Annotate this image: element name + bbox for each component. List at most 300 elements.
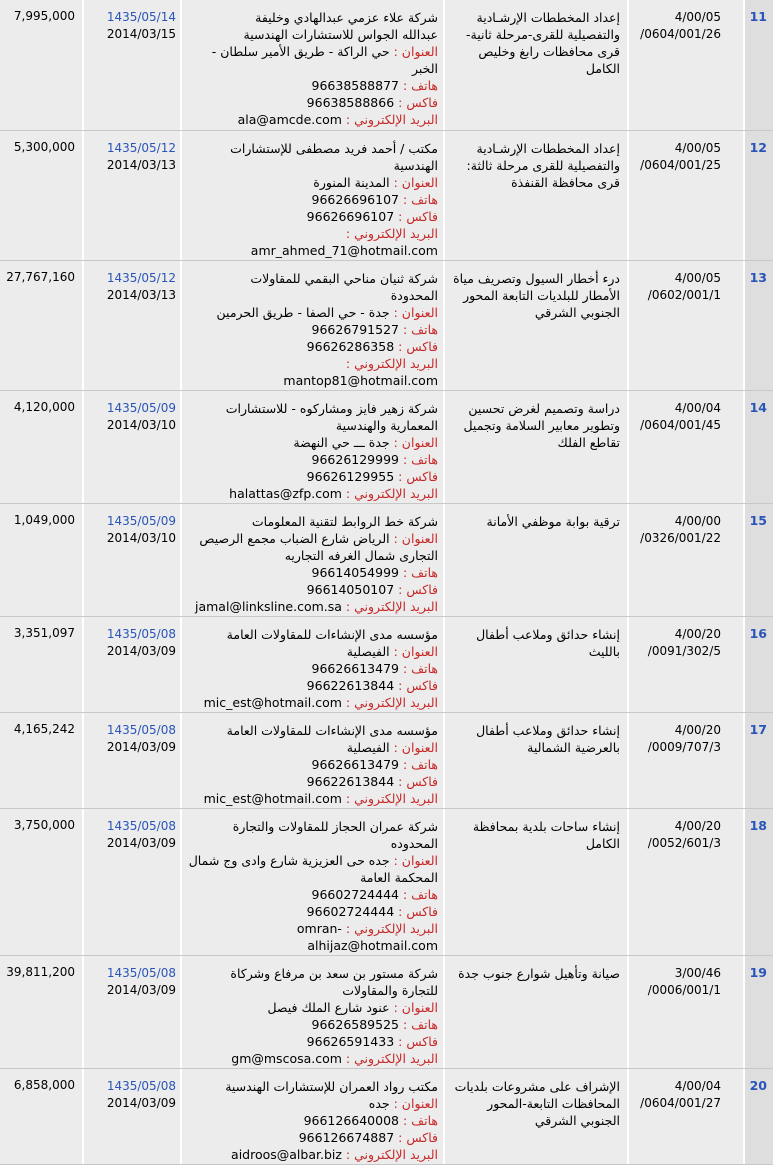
- date-cell: [84, 809, 182, 955]
- row-number-cell: [745, 391, 773, 503]
- code-cell: [629, 0, 745, 130]
- company-fax: [186, 581, 438, 598]
- project-code: [640, 1078, 721, 1112]
- code-line: /0052/601/3: [647, 836, 721, 850]
- contract-amount: 6,858,000: [13, 1078, 75, 1092]
- company-info: [186, 140, 438, 259]
- contract-amount: 3,351,097: [13, 626, 75, 640]
- project-code: [640, 140, 721, 174]
- address-value: المدينة المنورة: [313, 175, 390, 190]
- address-label: العنوان :: [393, 531, 438, 546]
- phone-value: 96626613479: [311, 757, 399, 772]
- hijri-date-link[interactable]: 1435/05/09: [106, 401, 176, 415]
- project-description: درء أخطار السيول وتصريف مياة الأمطار للبلديات التابعة المحور الجنوبي الشرقي: [453, 271, 620, 320]
- company-cell: [182, 1069, 445, 1164]
- phone-label: هاتف :: [402, 452, 438, 467]
- company-info: [186, 626, 438, 711]
- company-address: [186, 1095, 438, 1112]
- row-number: 17: [749, 722, 767, 737]
- company-cell: [182, 0, 445, 130]
- amount-cell: [0, 131, 84, 260]
- gregorian-date: 2014/03/09: [106, 836, 176, 850]
- project-cell: [445, 713, 629, 808]
- award-date: [107, 513, 176, 547]
- award-date: [107, 965, 176, 999]
- company-cell: [182, 261, 445, 390]
- address-label: العنوان :: [393, 644, 438, 659]
- award-date: [107, 626, 176, 660]
- date-cell: [84, 261, 182, 390]
- address-value: الفيصلية: [346, 740, 390, 755]
- date-cell: [84, 391, 182, 503]
- company-phone: [186, 886, 438, 903]
- company-cell: [182, 809, 445, 955]
- company-phone: [186, 77, 438, 94]
- code-cell: [629, 391, 745, 503]
- award-date: [107, 818, 176, 852]
- phone-label: هاتف :: [402, 1017, 438, 1032]
- phone-value: 96602724444: [311, 887, 399, 902]
- company-email-line: [186, 937, 438, 954]
- table-row: [0, 956, 773, 1069]
- address-value: جده: [368, 1096, 390, 1111]
- project-cell: [445, 1069, 629, 1164]
- code-line: /0326/001/22: [640, 531, 721, 545]
- company-phone: [186, 1016, 438, 1033]
- contract-amount: 5,300,000: [13, 140, 75, 154]
- code-line: 4/00/00: [674, 514, 721, 528]
- phone-value: 96626613479: [311, 661, 399, 676]
- project-cell: [445, 0, 629, 130]
- project-code: [648, 270, 721, 304]
- email-value: mantop81@hotmail.com: [283, 373, 438, 388]
- date-cell: [84, 1069, 182, 1164]
- email-label: البريد الإلكتروني :: [345, 1051, 438, 1066]
- award-date: [107, 9, 176, 43]
- amount-cell: [0, 809, 84, 955]
- project-description: الإشراف على مشروعات بلديات المحافظات التابعة-المحور الجنوبي الشرقي: [454, 1079, 620, 1128]
- company-fax: [186, 208, 438, 225]
- company-fax: [186, 1129, 438, 1146]
- company-cell: [182, 617, 445, 712]
- address-value: جدة ـــ حي النهضة: [293, 435, 390, 450]
- row-number-cell: [745, 0, 773, 130]
- email-label: البريد الإلكتروني :: [345, 695, 438, 710]
- table-row: [0, 617, 773, 713]
- phone-label: هاتف :: [402, 661, 438, 676]
- company-name: شركة علاء عزمي عبدالهادي وخليفة: [255, 10, 438, 25]
- code-line: 4/00/05: [674, 10, 721, 24]
- company-fax: [186, 338, 438, 355]
- row-number: 18: [749, 818, 767, 833]
- fax-label: فاكس :: [398, 1034, 438, 1049]
- amount-cell: [0, 956, 84, 1068]
- address-value: الفيصلية: [346, 644, 390, 659]
- gregorian-date: 2014/03/09: [106, 740, 176, 754]
- table-row: [0, 261, 773, 391]
- phone-value: 96626589525: [311, 1017, 399, 1032]
- company-info: [186, 9, 438, 128]
- email-label: البريد الإلكتروني :: [345, 112, 438, 127]
- amount-cell: [0, 261, 84, 390]
- table-row: [0, 713, 773, 809]
- address-label: العنوان :: [393, 1000, 438, 1015]
- company-phone: [186, 756, 438, 773]
- code-line: 4/00/04: [674, 1079, 721, 1093]
- row-number: 11: [749, 9, 767, 24]
- phone-value: 96626696107: [311, 192, 399, 207]
- company-info: [186, 965, 438, 1067]
- address-label: العنوان :: [393, 175, 438, 190]
- company-info: [186, 818, 438, 954]
- company-email-line: [186, 242, 438, 259]
- email-label: البريد الإلكتروني :: [345, 486, 438, 501]
- table-row: [0, 1069, 773, 1165]
- amount-cell: [0, 617, 84, 712]
- company-phone: [186, 321, 438, 338]
- company-name: المحدودة: [390, 288, 438, 303]
- project-code: [648, 722, 721, 756]
- code-line: 4/00/20: [674, 627, 721, 641]
- company-email: [186, 694, 438, 711]
- date-cell: [84, 956, 182, 1068]
- gregorian-date: 2014/03/09: [106, 1096, 176, 1110]
- fax-label: فاكس :: [398, 95, 438, 110]
- code-line: 3/00/46: [674, 966, 721, 980]
- row-number: 13: [749, 270, 767, 285]
- company-email: [186, 225, 438, 242]
- row-number-cell: [745, 956, 773, 1068]
- code-line: /0604/001/45: [640, 418, 721, 432]
- gregorian-date: 2014/03/13: [106, 158, 176, 172]
- company-name: شركة مستور بن سعد بن مرفاع وشركاة: [230, 966, 438, 981]
- hijri-date-link[interactable]: 1435/05/12: [106, 141, 176, 155]
- hijri-date-link[interactable]: 1435/05/08: [106, 723, 176, 737]
- code-cell: [629, 261, 745, 390]
- company-address: [186, 174, 438, 191]
- row-number-cell: [745, 504, 773, 616]
- project-code: [640, 513, 721, 547]
- row-number: 14: [749, 400, 767, 415]
- amount-cell: [0, 713, 84, 808]
- company-email: [186, 598, 438, 615]
- project-cell: [445, 956, 629, 1068]
- table-row: [0, 504, 773, 617]
- table-row: [0, 0, 773, 131]
- project-description: صيانة وتأهيل شوارع جنوب جدة: [458, 966, 620, 981]
- fax-label: فاكس :: [398, 339, 438, 354]
- row-number-cell: [745, 1069, 773, 1164]
- date-cell: [84, 504, 182, 616]
- hijri-date-link[interactable]: 1435/05/09: [106, 514, 176, 528]
- address-value: عنود شارع الملك فيصل: [267, 1000, 390, 1015]
- company-address: [186, 304, 438, 321]
- phone-value: 96614054999: [311, 565, 399, 580]
- contract-amount: 39,811,200: [6, 965, 75, 979]
- company-info: [186, 400, 438, 502]
- date-cell: [84, 713, 182, 808]
- date-cell: [84, 131, 182, 260]
- fax-value: 96626696107: [306, 209, 395, 224]
- code-cell: [629, 956, 745, 1068]
- company-email: [186, 1050, 438, 1067]
- fax-label: فاكس :: [398, 209, 438, 224]
- phone-label: هاتف :: [402, 1113, 438, 1128]
- hijri-date-link[interactable]: 1435/05/14: [106, 10, 176, 24]
- table-row: [0, 131, 773, 261]
- company-address: [186, 434, 438, 451]
- project-cell: [445, 504, 629, 616]
- email-label: البريد الإلكتروني :: [345, 226, 438, 241]
- project-code: [648, 818, 721, 852]
- company-name: شركة زهير فايز ومشاركوه - للاستشارات: [225, 401, 438, 416]
- company-phone: [186, 564, 438, 581]
- code-line: 4/00/04: [674, 401, 721, 415]
- company-fax: [186, 468, 438, 485]
- company-cell: [182, 956, 445, 1068]
- award-date: [107, 722, 176, 756]
- phone-label: هاتف :: [402, 322, 438, 337]
- company-name: مكتب رواد العمران للإستشارات الهندسية: [225, 1079, 438, 1094]
- row-number: 15: [749, 513, 767, 528]
- company-cell: [182, 131, 445, 260]
- code-line: /0602/001/1: [647, 288, 721, 302]
- company-address: [186, 530, 438, 564]
- award-date: [107, 140, 176, 174]
- row-number-cell: [745, 261, 773, 390]
- code-cell: [629, 131, 745, 260]
- company-fax: [186, 1033, 438, 1050]
- company-info: [186, 513, 438, 615]
- company-address: [186, 43, 438, 77]
- gregorian-date: 2014/03/09: [106, 644, 176, 658]
- company-address: [186, 852, 438, 886]
- amount-cell: [0, 504, 84, 616]
- company-fax: [186, 903, 438, 920]
- project-cell: [445, 391, 629, 503]
- code-line: 4/00/05: [674, 271, 721, 285]
- company-email: [186, 920, 438, 937]
- project-cell: [445, 617, 629, 712]
- row-number-cell: [745, 809, 773, 955]
- fax-label: فاكس :: [398, 774, 438, 789]
- email-value: ala@amcde.com: [237, 112, 342, 127]
- company-info: [186, 722, 438, 807]
- address-label: العنوان :: [393, 44, 438, 59]
- code-line: /0604/001/27: [640, 1096, 721, 1110]
- project-code: [648, 965, 721, 999]
- code-line: /0009/707/3: [647, 740, 721, 754]
- gregorian-date: 2014/03/10: [106, 418, 176, 432]
- phone-value: 96626129999: [311, 452, 399, 467]
- company-name: عبدالله الجواس للاستشارات الهندسية: [243, 27, 438, 42]
- address-label: العنوان :: [393, 740, 438, 755]
- company-fax: [186, 677, 438, 694]
- fax-label: فاكس :: [398, 582, 438, 597]
- fax-label: فاكس :: [398, 678, 438, 693]
- fax-label: فاكس :: [398, 904, 438, 919]
- project-cell: [445, 809, 629, 955]
- address-label: العنوان :: [393, 853, 438, 868]
- code-cell: [629, 1069, 745, 1164]
- company-name: مؤسسه مدى الإنشاءات للمقاولات العامة: [226, 723, 438, 738]
- email-label: البريد الإلكتروني :: [345, 1147, 438, 1162]
- hijri-date-link[interactable]: 1435/05/08: [106, 966, 176, 980]
- contract-amount: 3,750,000: [13, 818, 75, 832]
- project-code: [640, 400, 721, 434]
- hijri-date-link[interactable]: 1435/05/12: [106, 271, 176, 285]
- email-label: البريد الإلكتروني :: [345, 356, 438, 371]
- fax-value: 96614050107: [306, 582, 395, 597]
- email-value: halattas@zfp.com: [229, 486, 342, 501]
- project-description: دراسة وتصميم لغرض تحسين وتطوير معابير السلامة وتجميل تقاطع الفلك: [463, 401, 620, 450]
- email-value: aidroos@albar.biz: [231, 1147, 342, 1162]
- contract-amount: 7,995,000: [13, 9, 75, 23]
- email-value: mic_est@hotmail.com: [203, 695, 342, 710]
- hijri-date-link[interactable]: 1435/05/08: [106, 627, 176, 641]
- company-name: الهندسية: [393, 158, 438, 173]
- email-value: jamal@linksline.com.sa: [195, 599, 342, 614]
- email-value: amr_ahmed_71@hotmail.com: [250, 243, 438, 258]
- award-date: [107, 270, 176, 304]
- code-cell: [629, 809, 745, 955]
- row-number: 12: [749, 140, 767, 155]
- project-description: إنشاء حدائق وملاعب أطفال بالليث: [476, 627, 620, 659]
- code-line: /0604/001/25: [640, 158, 721, 172]
- date-cell: [84, 0, 182, 130]
- gregorian-date: 2014/03/10: [106, 531, 176, 545]
- address-value: جده حى العزيزية شارع وادى وج شمال المحكمة العامة: [188, 853, 438, 885]
- company-email: [186, 790, 438, 807]
- company-phone: [186, 191, 438, 208]
- phone-value: 96638588877: [311, 78, 399, 93]
- address-label: العنوان :: [393, 435, 438, 450]
- date-cell: [84, 617, 182, 712]
- project-code: [640, 9, 721, 43]
- project-cell: [445, 261, 629, 390]
- table-row: [0, 391, 773, 504]
- company-name: المعمارية والهندسية: [335, 418, 438, 433]
- company-name: شركة خط الروابط لتقنية المعلومات: [251, 514, 438, 529]
- project-description: ترقية بوابة موظفي الأمانة: [486, 514, 620, 529]
- amount-cell: [0, 0, 84, 130]
- hijri-date-link[interactable]: 1435/05/08: [106, 819, 176, 833]
- email-label: البريد الإلكتروني :: [345, 791, 438, 806]
- email-label: البريد الإلكتروني :: [345, 921, 438, 936]
- company-name: شركة عمران الحجاز للمقاولات والتجارة: [232, 819, 438, 834]
- award-date: [107, 400, 176, 434]
- code-line: 4/00/20: [674, 819, 721, 833]
- fax-value: 96622613844: [306, 774, 395, 789]
- code-cell: [629, 504, 745, 616]
- email-value: alhijaz@hotmail.com: [307, 938, 438, 953]
- company-email: [186, 1146, 438, 1163]
- contract-amount: 1,049,000: [13, 513, 75, 527]
- code-line: /0091/302/5: [647, 644, 721, 658]
- company-phone: [186, 660, 438, 677]
- amount-cell: [0, 391, 84, 503]
- code-line: 4/00/05: [674, 141, 721, 155]
- phone-label: هاتف :: [402, 78, 438, 93]
- email-label: البريد الإلكتروني :: [345, 599, 438, 614]
- company-info: [186, 1078, 438, 1163]
- address-value: حي الراكة - طريق الأمير سلطان - الخبر: [211, 44, 438, 76]
- company-cell: [182, 713, 445, 808]
- company-name: شركة ثنيان مناحي البقمي للمقاولات: [250, 271, 438, 286]
- fax-value: 966126674887: [298, 1130, 395, 1145]
- company-address: [186, 739, 438, 756]
- gregorian-date: 2014/03/15: [106, 27, 176, 41]
- project-description: إعداد المخططات الإرشـادية والتفصيلية للقرى مرحلة ثالثة: قرى محافظة القنفذة: [466, 141, 620, 190]
- fax-value: 96626286358: [306, 339, 395, 354]
- company-cell: [182, 391, 445, 503]
- contract-amount: 4,165,242: [13, 722, 75, 736]
- project-code: [648, 626, 721, 660]
- fax-value: 96626591433: [306, 1034, 395, 1049]
- address-label: العنوان :: [393, 1096, 438, 1111]
- address-label: العنوان :: [393, 305, 438, 320]
- fax-label: فاكس :: [398, 469, 438, 484]
- company-cell: [182, 504, 445, 616]
- company-email: [186, 485, 438, 502]
- company-info: [186, 270, 438, 389]
- company-name: للتجارة والمقاولات: [342, 983, 438, 998]
- code-line: 4/00/20: [674, 723, 721, 737]
- fax-value: 96602724444: [306, 904, 395, 919]
- address-value: الرياض شارع الضباب مجمع الرصيص التجارى شمال الغرفه التجاريه: [199, 531, 438, 563]
- fax-value: 96638588866: [306, 95, 395, 110]
- email-value: mic_est@hotmail.com: [203, 791, 342, 806]
- project-description: إنشاء ساحات بلدية بمحافظة الكامل: [472, 819, 620, 851]
- company-fax: [186, 94, 438, 111]
- project-description: إعداد المخططات الإرشـادية والتفصيلية للقرى-مرحلة ثانية-قرى محافظات رابغ وخليص الكامل: [466, 10, 620, 76]
- contract-amount: 27,767,160: [6, 270, 75, 284]
- company-email-line: [186, 372, 438, 389]
- fax-value: 96626129955: [306, 469, 395, 484]
- fax-value: 96622613844: [306, 678, 395, 693]
- phone-label: هاتف :: [402, 565, 438, 580]
- row-number: 16: [749, 626, 767, 641]
- company-phone: [186, 1112, 438, 1129]
- code-line: /0006/001/1: [647, 983, 721, 997]
- code-line: /0604/001/26: [640, 27, 721, 41]
- row-number-cell: [745, 617, 773, 712]
- award-date: [107, 1078, 176, 1112]
- row-number: 19: [749, 965, 767, 980]
- contract-amount: 4,120,000: [13, 400, 75, 414]
- table-row: [0, 809, 773, 956]
- gregorian-date: 2014/03/13: [106, 288, 176, 302]
- fax-label: فاكس :: [398, 1130, 438, 1145]
- company-address: [186, 643, 438, 660]
- company-email: [186, 355, 438, 372]
- company-fax: [186, 773, 438, 790]
- phone-label: هاتف :: [402, 757, 438, 772]
- project-cell: [445, 131, 629, 260]
- hijri-date-link[interactable]: 1435/05/08: [106, 1079, 176, 1093]
- phone-label: هاتف :: [402, 192, 438, 207]
- company-name: المحدوده: [390, 836, 438, 851]
- gregorian-date: 2014/03/09: [106, 983, 176, 997]
- phone-value: 96626791527: [311, 322, 399, 337]
- code-cell: [629, 617, 745, 712]
- phone-value: 966126640008: [303, 1113, 399, 1128]
- company-name: مكتب / أحمد فريد مصطفى للإستشارات: [230, 141, 438, 156]
- row-number-cell: [745, 713, 773, 808]
- row-number-cell: [745, 131, 773, 260]
- amount-cell: [0, 1069, 84, 1164]
- address-value: جدة - حي الصفا - طريق الحرمين: [216, 305, 390, 320]
